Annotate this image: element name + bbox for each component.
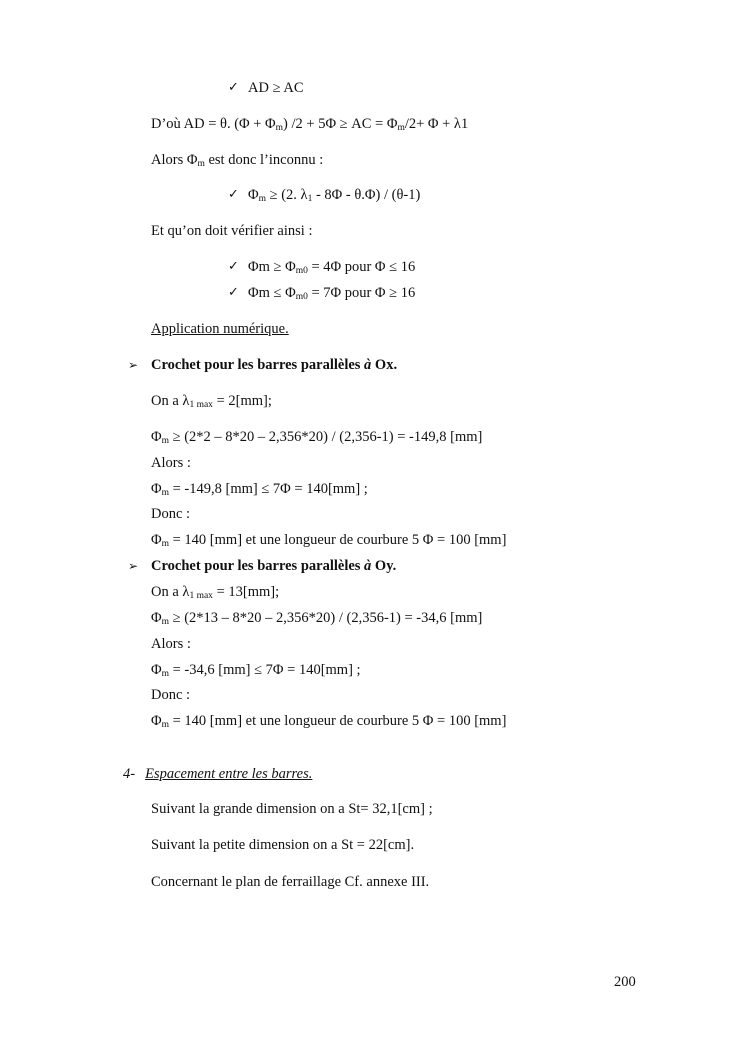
- condition-min: $\Phi m \ge \Phi_{m0} = 4\Phi$ pour Φ ≤ 16: [248, 259, 416, 276]
- lambda-ox: On a $\lambda_{1 max} = 2[mm]$;: [151, 393, 272, 410]
- unknown-statement: Alors $\Phi_m$ est donc l’inconnu :: [151, 152, 324, 169]
- alors-ox: Alors :: [151, 455, 191, 471]
- page-number: 200: [614, 974, 636, 990]
- arrow-bullet-icon: ➢: [128, 358, 139, 372]
- reinforcement-plan-note: Concernant le plan de ferraillage Cf. annexe III.: [151, 874, 430, 890]
- check-icon: ✓: [228, 285, 239, 300]
- heading-oy: Crochet pour les barres parallèles à Oy.: [151, 558, 397, 574]
- verify-statement: Et qu’on doit vérifier ainsi :: [151, 223, 313, 239]
- formula-phi-m: $\Phi_m \ge (2$. $\lambda_1 - 8\Phi - \theta.\Phi) / (\theta-1)$: [248, 187, 421, 204]
- heading-ox: Crochet pour les barres parallèles à Ox.: [151, 357, 398, 373]
- section-heading-application: Application numérique.: [151, 321, 289, 337]
- alors-oy: Alors :: [151, 636, 191, 652]
- result-oy: $\Phi_m = 140$ [mm] et une longueur de courbure 5 Φ = 100 [mm]: [151, 713, 507, 730]
- lambda-oy: On a $\lambda_{1 max} = 13[mm]$;: [151, 584, 280, 601]
- arrow-bullet-icon: ➢: [128, 559, 139, 573]
- check-icon: ✓: [228, 187, 239, 202]
- result-ox: $\Phi_m = 140$ [mm] et une longueur de courbure 5 Φ = 100 [mm]: [151, 532, 507, 549]
- check-icon: ✓: [228, 259, 239, 274]
- spacing-small: Suivant la petite dimension on a St = 22[cm].: [151, 837, 415, 853]
- spacing-large: Suivant la grande dimension on a St= 32,1[cm] ;: [151, 801, 433, 817]
- formula-ad: D’où AD = θ. $(\Phi + \Phi_m)$ /2 + 5Φ ≥ AC = $\Phi_m/2+ \Phi + \lambda 1$: [151, 116, 469, 133]
- check-ox: $\Phi_m = -149,8$ [mm] ≤ 7Φ = 140[mm] ;: [151, 481, 368, 498]
- check-oy: $\Phi_m = -34,6$ [mm] ≤ 7Φ = 140[mm] ;: [151, 662, 361, 679]
- condition-ad-ac: AD ≥ AC: [248, 80, 304, 96]
- check-icon: ✓: [228, 80, 239, 95]
- calc-oy: $\Phi_m \ge (2*13 - 8*20 - 2,356*20) / (2,356-1) = -34,6$ [mm]: [151, 610, 483, 627]
- calc-ox: $\Phi_m \ge (2*2 - 8*20 - 2,356*20) / (2,356-1) = -149,8$ [mm]: [151, 429, 483, 446]
- condition-max: $\Phi m \le \Phi_{m0} = 7\Phi$ pour Φ ≥ 16: [248, 285, 416, 302]
- donc-ox: Donc :: [151, 506, 191, 522]
- donc-oy: Donc :: [151, 687, 191, 703]
- section-heading-espacement: 4- Espacement entre les barres.: [123, 766, 313, 782]
